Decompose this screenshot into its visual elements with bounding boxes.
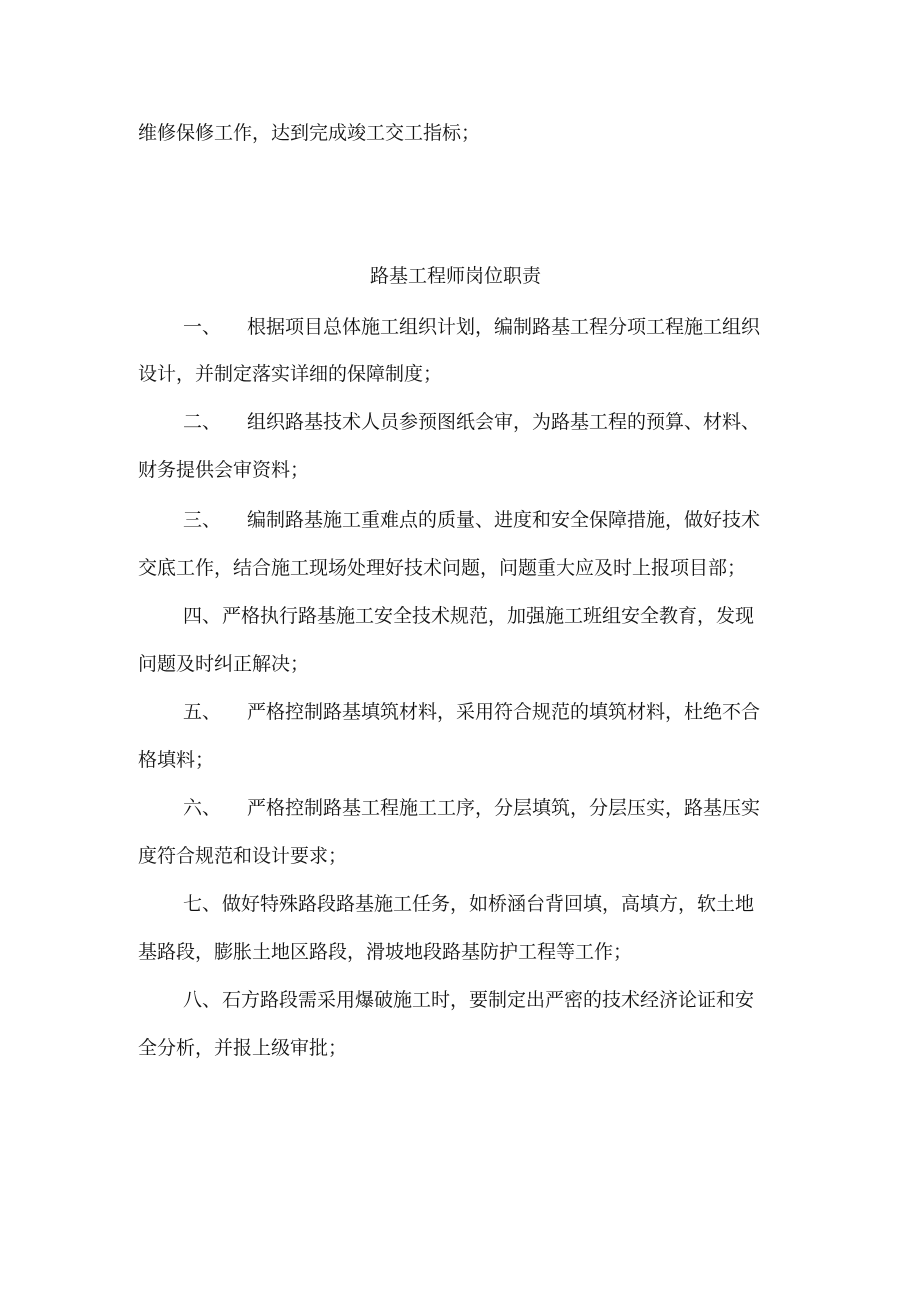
item-text-line2: 全分析，并报上级审批； [138, 1037, 348, 1059]
item-number: 七、 [183, 893, 222, 915]
item-text-line1: 石方路段需采用爆破施工时，要制定出严密的技术经济论证和安 [222, 989, 755, 1011]
item-text-line2: 财务提供会审资料； [138, 459, 310, 481]
item-number: 六、 [183, 797, 222, 819]
item-text-line2: 度符合规范和设计要求； [138, 845, 348, 867]
item-number: 三、 [183, 509, 222, 531]
item-text-line1: 严格执行路基施工安全技术规范，加强施工班组安全教育，发现 [222, 605, 755, 627]
preceding-paragraph: 维修保修工作，达到完成竣工交工指标； [138, 122, 481, 144]
item-text-line2: 问题及时纠正解决； [138, 653, 310, 675]
item-number: 四、 [183, 605, 222, 627]
item-number: 一、 [183, 316, 222, 338]
item-text-line1: 组织路基技术人员参预图纸会审，为路基工程的预算、材料、 [247, 411, 761, 433]
section-title: 路基工程师岗位职责 [370, 265, 542, 287]
item-text-line2: 基路段，膨胀土地区路段，滑坡地段路基防护工程等工作； [138, 941, 633, 963]
item-number: 五、 [183, 701, 222, 723]
item-text-line1: 严格控制路基工程施工工序，分层填筑，分层压实，路基压实 [247, 797, 761, 819]
item-number: 二、 [183, 411, 222, 433]
item-text-line2: 格填料； [138, 749, 215, 771]
item-text-line2: 交底工作，结合施工现场处理好技术问题，问题重大应及时上报项目部； [138, 557, 747, 579]
item-text-line1: 根据项目总体施工组织计划，编制路基工程分项工程施工组织 [247, 316, 761, 338]
item-text-line1: 做好特殊路段路基施工任务，如桥涵台背回填，高填方，软土地 [222, 893, 755, 915]
item-number: 八、 [183, 989, 222, 1011]
item-text-line2: 设计，并制定落实详细的保障制度； [138, 363, 443, 385]
item-text-line1: 编制路基施工重难点的质量、进度和安全保障措施，做好技术 [247, 509, 761, 531]
item-text-line1: 严格控制路基填筑材料，采用符合规范的填筑材料，杜绝不合 [247, 701, 761, 723]
